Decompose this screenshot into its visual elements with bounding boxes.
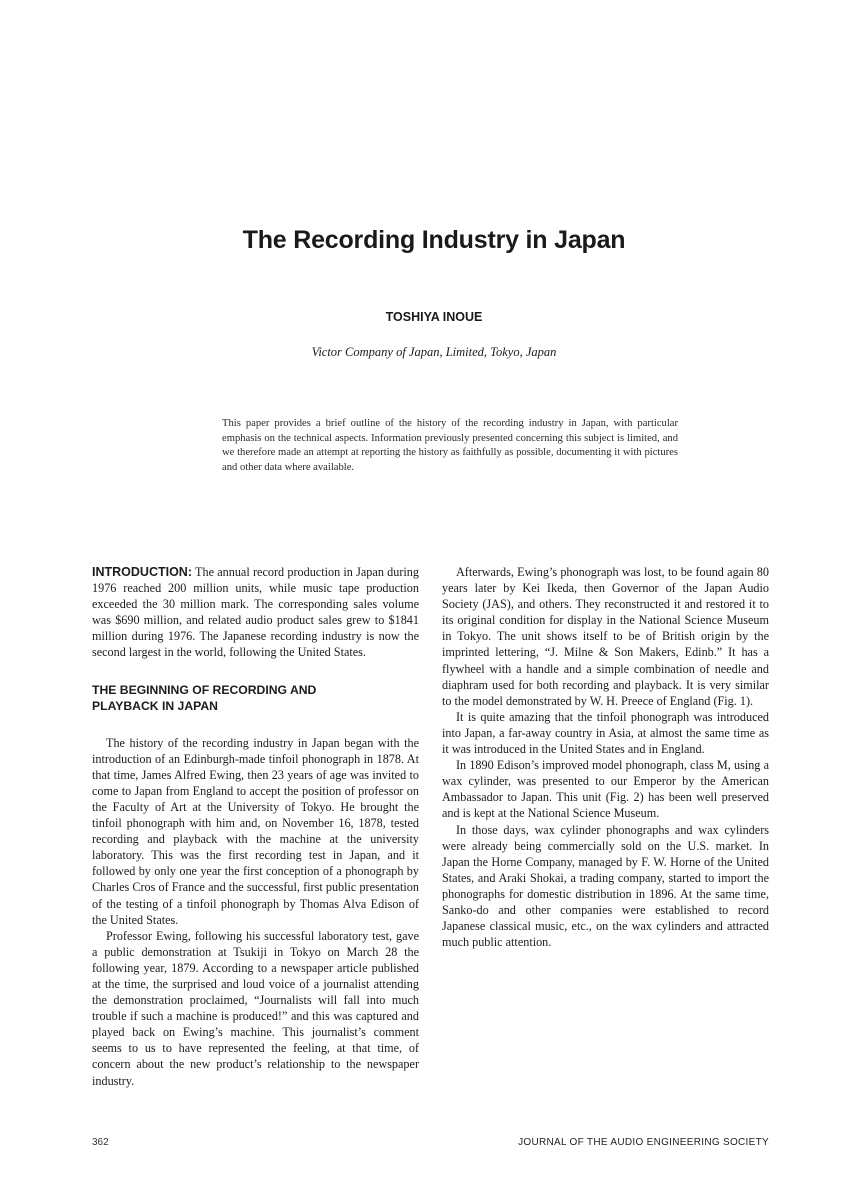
right-column [442,564,769,950]
body-paragraph-5: In 1890 Edison’s improved model phonograph, class M, using a wax cylinder, was presented to our Emperor by the American Ambassador to Japan. This unit (Fig. 2) has been well preserved and is kept at the National Science Museum. [442,758,769,821]
body-paragraph-4: It is quite amazing that the tinfoil phonograph was introduced into Japan, a far-away country in Asia, at almost the same time as it was introduced in the United States and in England. [442,709,769,757]
abstract: This paper provides a brief outline of the history of the recording industry in Japan, with particular emphasis on the technical aspects. Information previously presented concerning this subject is limited, and we therefore made an attempt at reporting the history as faithfully as possible, documenting it with pictures and other data where available. [222,418,678,473]
introduction-paragraph [92,564,419,661]
author-affiliation: Victor Company of Japan, Limited, Tokyo, Japan [311,345,557,359]
paper-title: The Recording Industry in Japan [242,226,626,254]
section-heading-line-2: PLAYBACK IN JAPAN [92,698,218,713]
section-heading-line-1: THE BEGINNING OF RECORDING AND [92,682,317,697]
page-number: 362 [92,1137,109,1148]
section-heading [92,682,419,714]
body-paragraph-2: Professor Ewing, following his successful laboratory test, gave a public demonstration at Tsukiji in Tokyo on March 28 the following year, 1879. According to a newspaper article published at the time, the surprised and loud voice of a journalist attending the demonstration proclaimed, “Journalists will fall into much trouble if such a machine is produced!” and this was captured and played back on Ewing’s machine. This journalist’s comment seems to us to have represented the feeling, at that time, of concern about the new product’s relationship to the newspaper industry. [92,928,419,1088]
introduction-label: INTRODUCTION: [92,565,192,579]
introduction-text: The annual record production in Japan during 1976 reached 200 million units, while music tape production exceeded the 30 million mark. The corresponding sales volume was $690 million, and related audio product sales grew to $1841 million during 1976. The Japanese recording industry is now the second largest in the world, following the United States. [92,565,419,660]
left-column [92,564,419,1089]
body-paragraph-6: In those days, wax cylinder phonographs and wax cylinders were already being commercially sold on the U.S. market. In Japan the Horne Company, managed by F. W. Horne of the United States, and Araki Shokai, a trading company, started to import the phonographs for domestic distribution in 1896. At the same time, Sanko-do and other companies were established to record Japanese classical music, etc., on the wax cylinders and attracted much public attention. [442,822,769,950]
journal-name: JOURNAL OF THE AUDIO ENGINEERING SOCIETY [518,1137,769,1148]
author-name: TOSHIYA INOUE [385,310,483,324]
body-paragraph-1: The history of the recording industry in Japan began with the introduction of an Edinburgh-made tinfoil phonograph in 1878. At that time, James Alfred Ewing, then 23 years of age was invited to come to Japan from England to accept the position of professor on the Faculty of Art at the University of Tokyo. He brought the tinfoil phonograph with him and, on November 16, 1878, tested recording and playback with the machine at the university laboratory. This was the first recording test in Japan, and it followed by only one year the first conception of a phonograph by Charles Cros of France and the successful, first public presentation of the testing of a tinfoil phonograph by Thomas Alva Edison of the United States. [92,735,419,927]
body-paragraph-3: Afterwards, Ewing’s phonograph was lost, to be found again 80 years later by Kei Ikeda, then Governor of the Japan Audio Society (JAS), and others. They reconstructed it and restored it to its original condition for display in the National Science Museum in Tokyo. The unit shows itself to be of British origin by the imprinted lettering, “J. Milne & Son Makers, Edinb.” It has a flywheel with a handle and a simple combination of needle and diaphram used for both recording and playback. It is very similar to the model demonstrated by W. H. Preece of England (Fig. 1). [442,565,769,708]
